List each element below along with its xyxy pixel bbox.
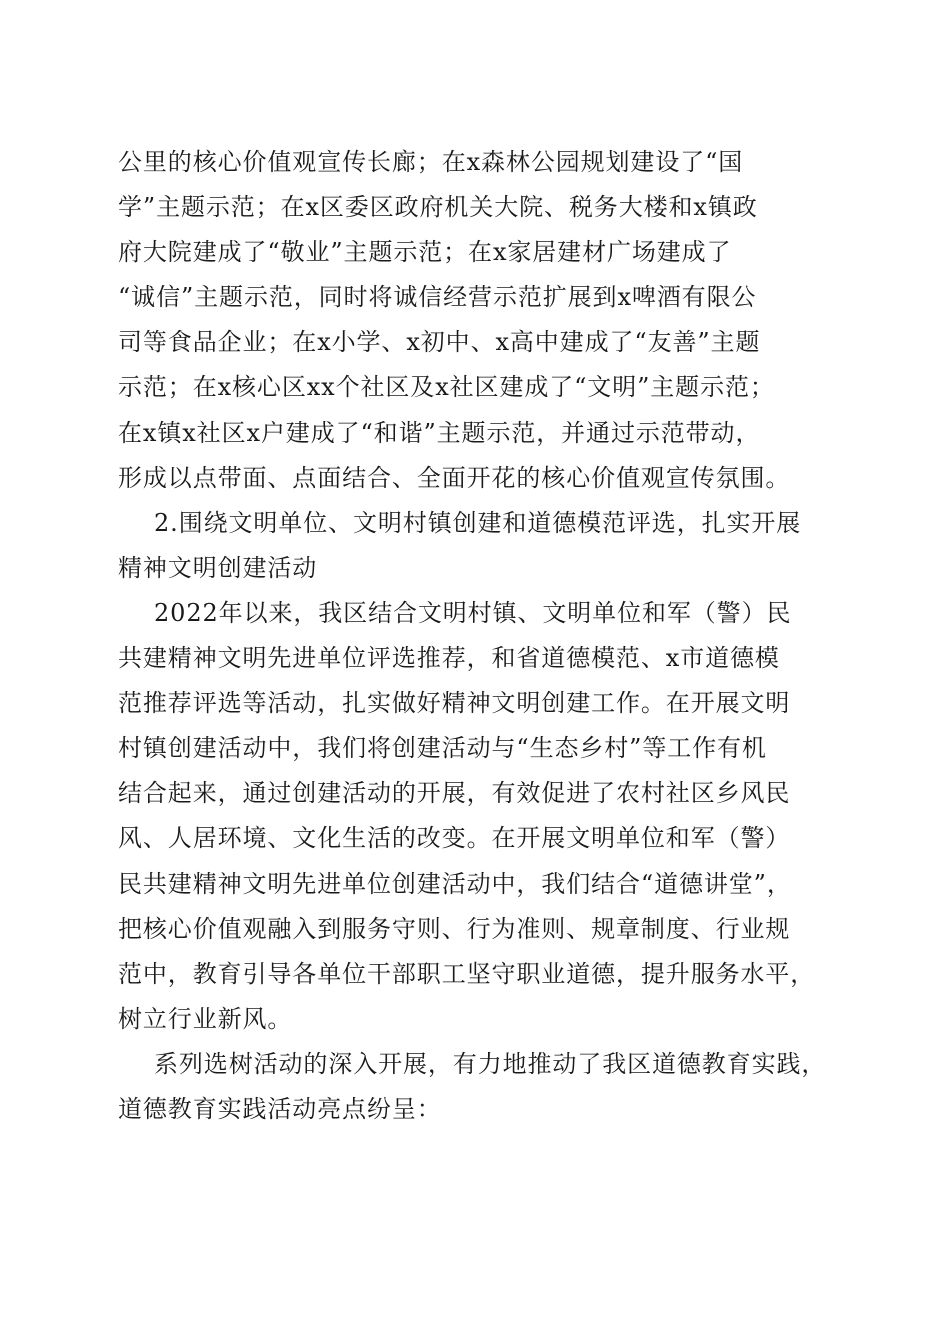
text-line: 公里的核心价值观宣传长廊；在x森林公园规划建设了“国 <box>118 148 744 176</box>
heading-line: 2.围绕文明单位、文明村镇创建和道德模范评选，扎实开展 <box>154 508 802 537</box>
text-line: 示范；在x核心区xx个社区及x社区建成了“文明”主题示范； <box>118 373 775 402</box>
text-line: 把核心价值观融入到服务守则、行为准则、规章制度、行业规 <box>118 914 791 943</box>
text-line: 司等食品企业；在x小学、x初中、x高中建成了“友善”主题 <box>118 328 761 357</box>
text-line: 树立行业新风。 <box>118 1004 293 1033</box>
paragraph-moral-education <box>118 1042 833 1132</box>
text-line: 系列选树活动的深入开展，有力地推动了我区道德教育实践， <box>154 1049 827 1078</box>
text-line: 范中，教育引导各单位干部职工坚守职业道德，提升服务水平， <box>118 959 816 988</box>
text-line: 2022年以来，我区结合文明村镇、文明单位和军（警）民 <box>154 598 792 627</box>
text-line: “诚信”主题示范，同时将诚信经营示范扩展到x啤酒有限公 <box>118 283 757 312</box>
text-line: 范推荐评选等活动，扎实做好精神文明创建工作。在开展文明 <box>118 689 791 718</box>
text-line: 风、人居环境、文化生活的改变。在开展文明单位和军（警） <box>118 824 791 853</box>
text-line: 形成以点带面、点面结合、全面开花的核心价值观宣传氛围。 <box>118 463 791 492</box>
text-line: 民共建精神文明先进单位创建活动中，我们结合“道德讲堂”， <box>118 869 792 898</box>
section-heading-2 <box>118 501 833 591</box>
paragraph-civilization-creation <box>118 591 833 1042</box>
text-line: 在x镇x社区x户建成了“和谐”主题示范，并通过示范带动， <box>118 418 761 447</box>
paragraph-core-values-demonstrations <box>118 140 833 501</box>
text-line: 结合起来，通过创建活动的开展，有效促进了农村社区乡风民 <box>118 779 791 808</box>
text-line: 道德教育实践活动亮点纷呈： <box>118 1094 442 1123</box>
heading-line: 精神文明创建活动 <box>118 553 318 582</box>
document-body <box>118 140 833 1132</box>
text-line: 学”主题示范；在x区委区政府机关大院、税务大楼和x镇政 <box>118 193 758 222</box>
text-line: 府大院建成了“敬业”主题示范；在x家居建材广场建成了 <box>118 238 732 267</box>
text-line: 村镇创建活动中，我们将创建活动与“生态乡村”等工作有机 <box>118 734 767 763</box>
text-line: 共建精神文明先进单位评选推荐，和省道德模范、x市道德模 <box>118 644 780 673</box>
